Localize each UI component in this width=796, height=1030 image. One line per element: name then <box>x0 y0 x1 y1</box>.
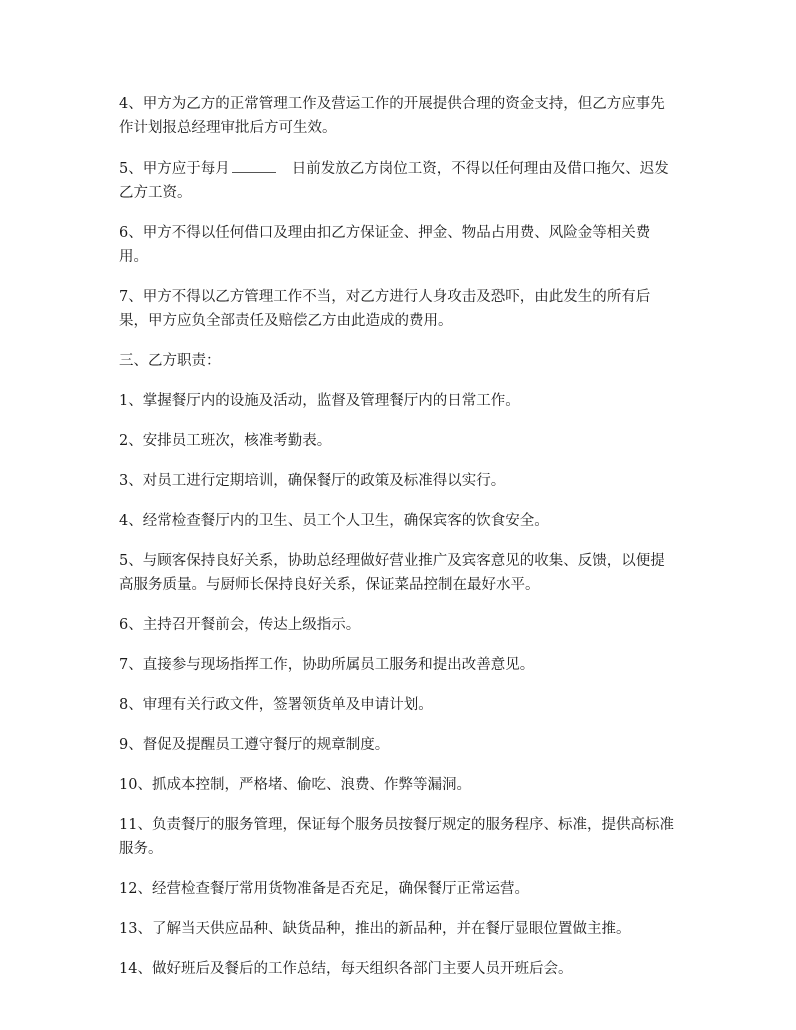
duty-item-10: 10、抓成本控制，严格堵、偷吃、浪费、作弊等漏洞。 <box>119 777 471 793</box>
paragraph-a6: 6、甲方不得以任何借口及理由扣乙方保证金、押金、物品占用费、风险金等相关费用。 <box>119 225 651 265</box>
paragraph-a5 <box>119 156 679 205</box>
duty-item-7: 7、直接参与现场指挥工作，协助所属员工服务和提出改善意见。 <box>119 657 535 673</box>
duty-item-2: 2、安排员工班次，核准考勤表。 <box>119 433 332 449</box>
paragraph-a7: 7、甲方不得以乙方管理工作不当，对乙方进行人身攻击及恐吓，由此发生的所有后果，甲方应负全部责任及赔偿乙方由此造成的费用。 <box>119 289 651 329</box>
section-heading-3: 三、乙方职责： <box>119 353 221 369</box>
duty-item-3: 3、对员工进行定期培训，确保餐厅的政策及标准得以实行。 <box>119 473 506 489</box>
duty-item-9: 9、督促及提醒员工遵守餐厅的规章制度。 <box>119 737 390 753</box>
paragraph-a5-before: 5、甲方应于每月 <box>119 161 230 177</box>
fill-in-blank <box>232 156 276 173</box>
duty-item-14: 14、做好班后及餐后的工作总结，每天组织各部门主要人员开班后会。 <box>119 961 573 977</box>
paragraph-a4: 4、甲方为乙方的正常管理工作及营运工作的开展提供合理的资金支持，但乙方应事先作计划报总经理审批后方可生效。 <box>119 96 665 136</box>
duty-item-13: 13、了解当天供应品种、缺货品种，推出的新品种，并在餐厅显眼位置做主推。 <box>119 921 631 937</box>
duty-item-6: 6、主持召开餐前会，传达上级指示。 <box>119 617 361 633</box>
duty-item-8: 8、审理有关行政文件，签署领货单及申请计划。 <box>119 697 433 713</box>
duty-item-1: 1、掌握餐厅内的设施及活动，监督及管理餐厅内的日常工作。 <box>119 393 520 409</box>
duty-item-4: 4、经常检查餐厅内的卫生、员工个人卫生，确保宾客的饮食安全。 <box>119 513 549 529</box>
document-body <box>119 92 679 997</box>
duty-item-11: 11、负责餐厅的服务管理，保证每个服务员按餐厅规定的服务程序、标准，提供高标准服务。 <box>119 817 674 857</box>
duty-item-12: 12、经营检查餐厅常用货物准备是否充足，确保餐厅正常运营。 <box>119 881 529 897</box>
duty-item-5: 5、与顾客保持良好关系，协助总经理做好营业推广及宾客意见的收集、反馈，以便提高服务质量。与厨师长保持良好关系，保证菜品控制在最好水平。 <box>119 553 665 593</box>
paragraph-a5-after: 日前发放乙方岗位工资，不得以任何理由及借口拖欠、迟发乙方工资。 <box>119 161 669 201</box>
